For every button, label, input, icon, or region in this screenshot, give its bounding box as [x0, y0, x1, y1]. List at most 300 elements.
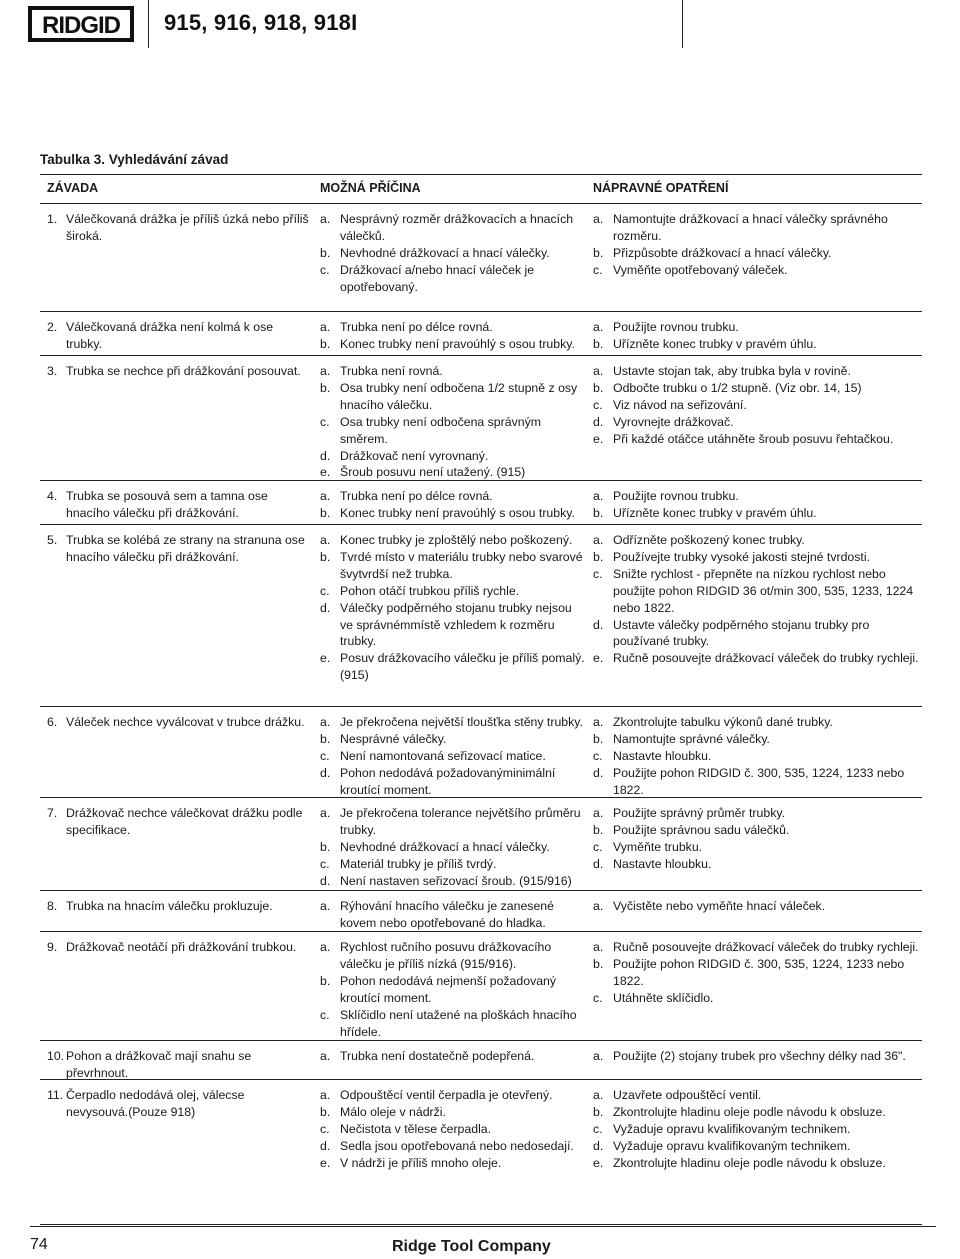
item-text: Nesprávný rozměr drážkovacích a hnacích válečků.: [340, 212, 574, 243]
table-header: [40, 174, 922, 204]
list-item: [593, 856, 921, 873]
list-item: [320, 1138, 588, 1155]
list-item: [320, 583, 588, 600]
item-text: V nádrži je příliš mnoho oleje.: [340, 1155, 502, 1170]
list-item: [593, 505, 921, 522]
item-marker: d.: [320, 873, 331, 888]
item-text: Drážkovač neotáčí při drážkování trubkou.: [66, 940, 297, 954]
table-row: [40, 312, 922, 356]
remedy-cell: [593, 488, 921, 522]
item-text: Použijte správnou sadu válečků.: [613, 822, 790, 837]
page-header: [0, 0, 960, 48]
list-item: [320, 650, 588, 684]
item-marker: a.: [593, 806, 604, 820]
list-item: [47, 319, 309, 353]
svg-text:RIDGID: RIDGID: [42, 12, 120, 39]
list-item: [320, 873, 588, 890]
item-marker: 3.: [47, 364, 58, 378]
model-numbers: 915, 916, 918, 918I: [164, 10, 358, 35]
list-item: [47, 1087, 309, 1121]
remedy-cell: [593, 714, 921, 799]
table-row: [40, 356, 922, 481]
list-item: [47, 1048, 309, 1082]
list-item: [593, 1138, 921, 1155]
list-item: [47, 488, 309, 522]
cause-cell: [320, 714, 588, 799]
item-marker: b.: [320, 380, 331, 395]
cause-cell: [320, 211, 588, 296]
item-marker: b.: [593, 1104, 604, 1119]
list-item: [320, 805, 588, 839]
item-marker: c.: [320, 1007, 330, 1022]
item-marker: e.: [593, 431, 604, 446]
item-marker: 2.: [47, 320, 58, 334]
item-text: Trubka není po délce rovná.: [340, 320, 493, 334]
item-text: Drážkovač není vyrovnaný.: [340, 448, 489, 463]
item-marker: a.: [320, 1088, 331, 1102]
list-item: [320, 939, 588, 973]
remedy-cell: [593, 898, 921, 915]
item-marker: e.: [320, 465, 331, 480]
list-item: [593, 245, 921, 262]
item-text: Sedla jsou opotřebovaná nebo nedosedají.: [340, 1138, 574, 1153]
item-marker: a.: [593, 715, 604, 729]
item-text: Konec trubky není pravoúhlý s osou trubky.: [340, 505, 575, 520]
list-item: [320, 1104, 588, 1121]
cause-cell: [320, 1048, 588, 1065]
list-item: [320, 488, 588, 505]
item-text: Zkontrolujte tabulku výkonů dané trubky.: [613, 715, 833, 729]
list-item: [593, 262, 921, 279]
list-item: [320, 714, 588, 731]
list-item: [320, 211, 588, 245]
list-item: [593, 765, 921, 799]
remedy-cell: [593, 319, 921, 353]
list-item: [320, 856, 588, 873]
item-marker: a.: [320, 212, 331, 226]
item-marker: c.: [320, 856, 330, 871]
item-marker: a.: [320, 364, 331, 378]
list-item: [593, 211, 921, 245]
remedy-cell: [593, 1087, 921, 1172]
item-marker: a.: [320, 806, 331, 820]
item-text: Rýhování hnacího válečku je zanesené kovem nebo opotřebované do hladka.: [340, 899, 554, 930]
item-text: Nevhodné drážkovací a hnací válečky.: [340, 245, 550, 260]
item-text: Použijte rovnou trubku.: [613, 489, 739, 503]
item-text: Nesprávné válečky.: [340, 731, 447, 746]
item-text: Namontujte drážkovací a hnací válečky správného rozměru.: [613, 212, 888, 243]
cause-cell: [320, 532, 588, 684]
item-marker: e.: [593, 651, 604, 666]
item-text: Vyměňte trubku.: [613, 839, 703, 854]
item-text: Je překročena tolerance největšího průměru trubky.: [340, 806, 581, 837]
list-item: [593, 397, 921, 414]
item-marker: d.: [593, 856, 604, 871]
item-text: Drážkovač nechce válečkovat drážku podle specifikace.: [66, 806, 303, 837]
list-item: [320, 973, 588, 1007]
item-marker: c.: [320, 414, 330, 429]
item-text: Odbočte trubku o 1/2 stupně. (Viz obr. 14, 15): [613, 380, 862, 395]
item-marker: e.: [320, 651, 331, 666]
list-item: [320, 839, 588, 856]
list-item: [47, 532, 309, 566]
item-marker: 8.: [47, 899, 58, 913]
list-item: [593, 1048, 921, 1065]
item-text: Sklíčidlo není utažené na ploškách hnacího hřídele.: [340, 1007, 577, 1039]
item-marker: d.: [320, 448, 331, 463]
item-text: Není nastaven seřizovací šroub. (915/916): [340, 873, 572, 888]
problem-cell: [47, 319, 309, 353]
header-remedy: NÁPRAVNÉ OPATŘENÍ: [593, 181, 729, 195]
table-row: [40, 1080, 922, 1225]
item-text: Válečkovaná drážka je příliš úzká nebo příliš široká.: [66, 212, 309, 243]
item-text: Odpouštěcí ventil čerpadla je otevřený.: [340, 1088, 553, 1102]
item-marker: d.: [320, 1138, 331, 1153]
list-item: [593, 839, 921, 856]
item-text: Nečistota v tělese čerpadla.: [340, 1121, 492, 1136]
remedy-cell: [593, 532, 921, 667]
table-row: [40, 932, 922, 1041]
item-text: Ručně posouvejte drážkovací váleček do trubky rychleji.: [613, 651, 919, 666]
list-item: [320, 731, 588, 748]
item-text: Viz návod na seřizování.: [613, 397, 747, 412]
item-marker: a.: [593, 533, 604, 547]
list-item: [320, 262, 588, 296]
item-marker: d.: [593, 765, 604, 780]
cause-cell: [320, 939, 588, 1040]
problem-cell: [47, 714, 309, 731]
table-row: [40, 707, 922, 798]
list-item: [593, 1121, 921, 1138]
item-text: Ustavte stojan tak, aby trubka byla v rovině.: [613, 364, 851, 378]
list-item: [47, 939, 309, 956]
item-text: Vyžaduje opravu kvalifikovaným technikem.: [613, 1138, 851, 1153]
list-item: [593, 731, 921, 748]
item-marker: c.: [593, 839, 603, 854]
list-item: [593, 336, 921, 353]
problem-cell: [47, 532, 309, 566]
item-marker: c.: [593, 397, 603, 412]
list-item: [320, 600, 588, 651]
item-text: Odřízněte poškozený konec trubky.: [613, 533, 805, 547]
remedy-cell: [593, 1048, 921, 1065]
item-marker: c.: [593, 262, 603, 277]
item-text: Trubka není po délce rovná.: [340, 489, 493, 503]
item-marker: b.: [320, 731, 331, 746]
item-marker: d.: [320, 600, 331, 615]
list-item: [593, 898, 921, 915]
item-text: Trubka se nechce při drážkování posouvat.: [66, 364, 301, 378]
item-text: Snižte rychlost - přepněte na nízkou rychlost nebo použijte pohon RIDGID 36 ot/min 300, 535, 1233, 1224 nebo 1822.: [613, 566, 914, 615]
list-item: [593, 549, 921, 566]
list-item: [320, 1048, 588, 1065]
list-item: [593, 1155, 921, 1172]
page-number: 74: [30, 1236, 48, 1253]
item-text: Trubka se posouvá sem a tamna ose hnacího válečku při drážkování.: [66, 489, 268, 520]
item-marker: a.: [593, 320, 604, 334]
list-item: [593, 566, 921, 617]
item-text: Nastavte hloubku.: [613, 748, 712, 763]
item-marker: a.: [320, 533, 331, 547]
item-text: Ustavte válečky podpěrného stojanu trubky pro používané trubky.: [613, 617, 870, 649]
item-marker: d.: [320, 765, 331, 780]
list-item: [593, 488, 921, 505]
item-text: Posuv drážkovacího válečku je příliš pomalý. (915): [340, 651, 585, 683]
cause-cell: [320, 488, 588, 522]
list-item: [593, 714, 921, 731]
cause-cell: [320, 1087, 588, 1172]
item-text: Uzavřete odpouštěcí ventil.: [613, 1088, 762, 1102]
troubleshooting-table: [40, 174, 922, 1225]
item-marker: b.: [593, 380, 604, 395]
list-item: [593, 532, 921, 549]
item-marker: c.: [320, 1121, 330, 1136]
item-text: Materiál trubky je příliš tvrdý.: [340, 856, 497, 871]
item-marker: 1.: [47, 212, 58, 226]
problem-cell: [47, 805, 309, 839]
list-item: [593, 822, 921, 839]
item-text: Válečky podpěrného stojanu trubky nejsou ve správnémmístě vzhledem k rozměru trubky.: [340, 600, 572, 649]
item-text: Použijte správný průměr trubky.: [613, 806, 785, 820]
list-item: [320, 448, 588, 465]
item-text: Vyčistěte nebo vyměňte hnací váleček.: [613, 899, 826, 913]
item-text: Nastavte hloubku.: [613, 856, 712, 871]
item-text: Použijte rovnou trubku.: [613, 320, 739, 334]
list-item: [593, 380, 921, 397]
list-item: [320, 748, 588, 765]
list-item: [320, 898, 588, 932]
list-item: [320, 1007, 588, 1041]
item-text: Osa trubky není odbočena 1/2 stupně z osy hnacího válečku.: [340, 380, 578, 412]
problem-cell: [47, 898, 309, 915]
item-text: Válečkovaná drážka není kolmá k ose trubky.: [66, 320, 274, 351]
list-item: [593, 650, 921, 667]
table-row: [40, 204, 922, 312]
cause-cell: [320, 319, 588, 353]
item-marker: a.: [593, 940, 604, 954]
item-marker: a.: [320, 715, 331, 729]
item-marker: c.: [593, 566, 603, 581]
list-item: [320, 1121, 588, 1138]
cause-cell: [320, 898, 588, 932]
item-text: Tvrdé místo v materiálu trubky nebo svarové švytvrdší než trubka.: [340, 549, 583, 581]
item-marker: 10.: [47, 1049, 65, 1063]
item-marker: 7.: [47, 806, 58, 820]
item-marker: b.: [320, 839, 331, 854]
item-text: Konec trubky není pravoúhlý s osou trubky.: [340, 336, 575, 351]
footer-divider: [30, 1226, 936, 1227]
item-marker: d.: [593, 414, 604, 429]
item-marker: b.: [593, 822, 604, 837]
item-marker: d.: [593, 1138, 604, 1153]
list-item: [593, 363, 921, 380]
header-cause: MOŽNÁ PŘÍČINA: [320, 181, 421, 195]
remedy-cell: [593, 939, 921, 1007]
list-item: [593, 956, 921, 990]
item-text: Při každé otáčce utáhněte šroub posuvu řehtačkou.: [613, 431, 894, 446]
item-text: Trubka není dostatečně podepřená.: [340, 1049, 535, 1063]
item-text: Pohon nedodává požadovanýminimální kroutící moment.: [340, 765, 556, 797]
item-marker: a.: [593, 489, 604, 503]
item-marker: b.: [593, 245, 604, 260]
item-marker: a.: [320, 940, 331, 954]
item-text: Ručně posouvejte drážkovací váleček do trubky rychleji.: [613, 940, 919, 954]
item-marker: 4.: [47, 489, 58, 503]
list-item: [320, 319, 588, 336]
item-marker: b.: [593, 731, 604, 746]
item-marker: 11.: [47, 1088, 64, 1102]
list-item: [47, 805, 309, 839]
problem-cell: [47, 488, 309, 522]
item-text: Konec trubky je zploštělý nebo poškozený.: [340, 533, 573, 547]
list-item: [47, 363, 309, 380]
item-text: Zkontrolujte hladinu oleje podle návodu k obsluze.: [613, 1104, 886, 1119]
ridgid-logo: [28, 6, 134, 42]
table-row: [40, 481, 922, 525]
cause-cell: [320, 805, 588, 890]
item-text: Použijte pohon RIDGID č. 300, 535, 1224, 1233 nebo 1822.: [613, 765, 905, 797]
item-marker: 5.: [47, 533, 58, 547]
problem-cell: [47, 211, 309, 245]
item-marker: d.: [593, 617, 604, 632]
item-marker: 6.: [47, 715, 58, 729]
item-marker: a.: [593, 1049, 604, 1063]
list-item: [320, 464, 588, 481]
item-text: Použijte pohon RIDGID č. 300, 535, 1224, 1233 nebo 1822.: [613, 956, 905, 988]
list-item: [593, 431, 921, 448]
list-item: [47, 714, 309, 731]
list-item: [320, 549, 588, 583]
list-item: [593, 319, 921, 336]
list-item: [320, 765, 588, 799]
table-row: [40, 798, 922, 891]
item-text: Váleček nechce vyválcovat v trubce drážku.: [66, 715, 305, 729]
list-item: [593, 990, 921, 1007]
item-text: Rychlost ručního posuvu drážkovacího válečku je příliš nízká (915/916).: [340, 940, 552, 971]
item-marker: b.: [320, 549, 331, 564]
table-row: [40, 891, 922, 932]
item-marker: c.: [593, 1121, 603, 1136]
item-marker: e.: [593, 1155, 604, 1170]
item-text: Osa trubky není odbočena správným směrem.: [340, 414, 541, 446]
item-text: Vyměňte opotřebovaný váleček.: [613, 262, 788, 277]
item-text: Drážkovací a/nebo hnací váleček je opotřebovaný.: [340, 262, 535, 294]
item-text: Není namontovaná seřizovací matice.: [340, 748, 546, 763]
item-marker: b.: [593, 956, 604, 971]
problem-cell: [47, 1087, 309, 1121]
item-text: Nevhodné drážkovací a hnací válečky.: [340, 839, 550, 854]
item-text: Přizpůsobte drážkovací a hnací válečky.: [613, 245, 832, 260]
list-item: [593, 939, 921, 956]
item-text: Vyrovnejte drážkovač.: [613, 414, 734, 429]
item-marker: a.: [593, 212, 604, 226]
item-marker: b.: [593, 549, 604, 564]
item-text: Trubka na hnacím válečku prokluzuje.: [66, 899, 273, 913]
item-marker: c.: [593, 990, 603, 1005]
list-item: [320, 532, 588, 549]
item-text: Trubka se kolébá ze strany na stranuna ose hnacího válečku při drážkování.: [66, 533, 305, 564]
item-marker: c.: [593, 748, 603, 763]
list-item: [320, 336, 588, 353]
list-item: [320, 1155, 588, 1172]
item-marker: e.: [320, 1155, 331, 1170]
item-marker: b.: [320, 505, 331, 520]
list-item: [320, 380, 588, 414]
item-marker: a.: [320, 489, 331, 503]
table-title: Tabulka 3. Vyhledávání závad: [40, 152, 229, 167]
remedy-cell: [593, 363, 921, 448]
item-text: Utáhněte sklíčidlo.: [613, 990, 714, 1005]
item-marker: c.: [320, 262, 330, 277]
item-marker: a.: [320, 1049, 331, 1063]
company-name: Ridge Tool Company: [392, 1238, 551, 1255]
table-row: [40, 525, 922, 707]
item-marker: b.: [320, 245, 331, 260]
item-text: Použijte (2) stojany trubek pro všechny délky nad 36".: [613, 1049, 906, 1063]
table-body: [40, 204, 922, 1225]
item-text: Uřízněte konec trubky v pravém úhlu.: [613, 505, 817, 520]
header-divider-left: [148, 0, 149, 48]
list-item: [593, 805, 921, 822]
item-marker: a.: [320, 320, 331, 334]
item-text: Namontujte správné válečky.: [613, 731, 770, 746]
list-item: [593, 414, 921, 431]
list-item: [47, 211, 309, 245]
item-text: Používejte trubky vysoké jakosti stejné tvrdosti.: [613, 549, 870, 564]
item-text: Pohon a drážkovač mají snahu se převrhnout.: [66, 1049, 252, 1080]
item-marker: a.: [593, 364, 604, 378]
item-text: Šroub posuvu není utažený. (915): [340, 465, 526, 480]
item-marker: b.: [593, 505, 604, 520]
item-text: Pohon otáčí trubkou příliš rychle.: [340, 583, 520, 598]
item-marker: b.: [320, 336, 331, 351]
item-marker: b.: [320, 973, 331, 988]
item-text: Uřízněte konec trubky v pravém úhlu.: [613, 336, 817, 351]
item-marker: a.: [593, 899, 604, 913]
item-marker: c.: [320, 748, 330, 763]
item-marker: c.: [320, 583, 330, 598]
item-marker: a.: [320, 899, 331, 913]
item-text: Málo oleje v nádrži.: [340, 1104, 446, 1119]
item-text: Čerpadlo nedodává olej, válecse nevysouvá.(Pouze 918): [66, 1088, 245, 1119]
header-problem: ZÁVADA: [47, 181, 99, 195]
item-marker: b.: [593, 336, 604, 351]
problem-cell: [47, 939, 309, 956]
list-item: [593, 617, 921, 651]
list-item: [320, 414, 588, 448]
item-text: Je překročena největší tloušťka stěny trubky.: [340, 715, 583, 729]
list-item: [320, 1087, 588, 1104]
list-item: [47, 898, 309, 915]
header-divider-right: [682, 0, 683, 48]
list-item: [320, 505, 588, 522]
item-marker: a.: [593, 1088, 604, 1102]
item-marker: b.: [320, 1104, 331, 1119]
item-text: Zkontrolujte hladinu oleje podle návodu k obsluze.: [613, 1155, 886, 1170]
remedy-cell: [593, 805, 921, 873]
list-item: [593, 748, 921, 765]
list-item: [593, 1087, 921, 1104]
item-text: Pohon nedodává nejmenší požadovaný kroutící moment.: [340, 973, 557, 1005]
remedy-cell: [593, 211, 921, 279]
table-row: [40, 1041, 922, 1080]
problem-cell: [47, 363, 309, 380]
item-text: Trubka není rovná.: [340, 364, 443, 378]
item-marker: 9.: [47, 940, 58, 954]
list-item: [593, 1104, 921, 1121]
item-text: Vyžaduje opravu kvalifikovaným technikem.: [613, 1121, 851, 1136]
list-item: [320, 245, 588, 262]
